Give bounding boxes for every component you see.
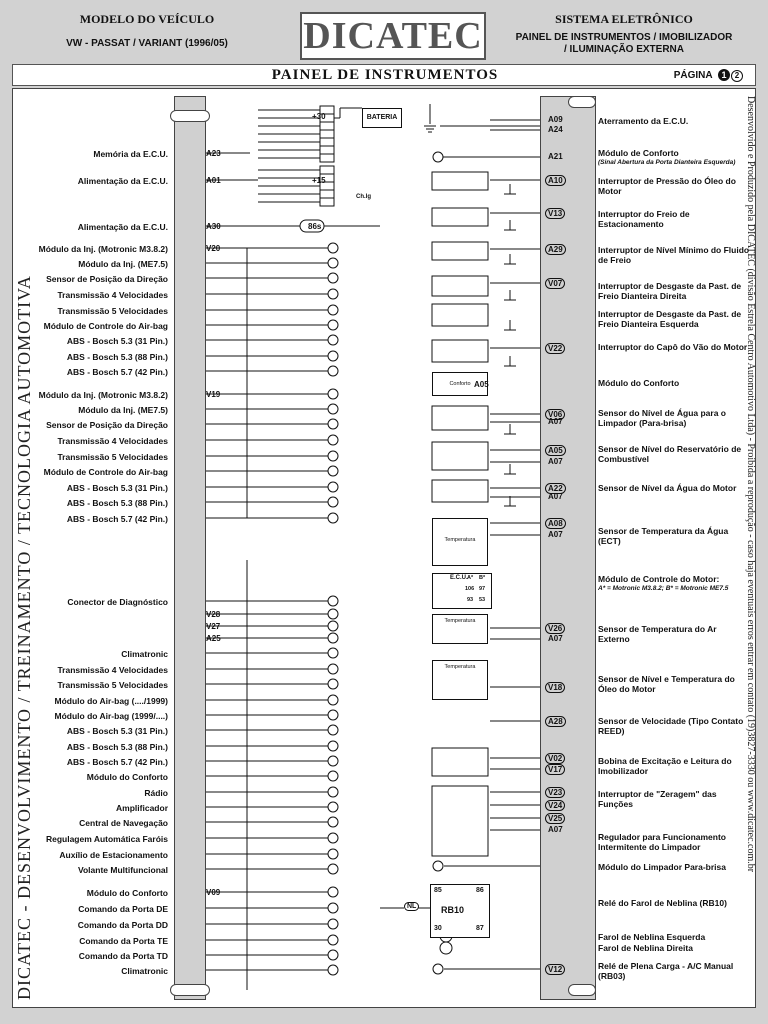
ecu-module-box <box>432 573 492 609</box>
right-label-text: Módulo do Limpador Para-brisa <box>598 862 726 872</box>
left-label: ABS - Bosch 5.3 (31 Pin.) <box>66 483 168 493</box>
left-label: Comando da Porta TD <box>78 951 168 961</box>
sensor-box <box>432 172 488 190</box>
fuse <box>320 130 334 138</box>
right-label <box>598 245 750 265</box>
right-label <box>598 674 750 694</box>
right-pin: A21 <box>548 152 563 161</box>
ar-temperatura-label: Temperatura <box>433 618 487 624</box>
right-label <box>598 281 750 301</box>
left-label: Transmissão 4 Velocidades <box>57 665 168 675</box>
plus30-label: +30 <box>312 112 326 121</box>
sensor-box <box>432 480 488 502</box>
module-a05-pin: A05 <box>474 380 489 389</box>
right-label-text: Relé de Plena Carga - A/C Manual (RB03) <box>598 961 734 981</box>
bus-terminal <box>328 741 338 751</box>
bus-terminal <box>328 935 338 945</box>
right-pin: A07 <box>548 825 563 834</box>
bus-terminal <box>328 802 338 812</box>
bus-terminal <box>328 965 338 975</box>
left-label: Módulo de Controle do Air-bag <box>43 467 168 477</box>
right-label <box>598 898 750 908</box>
right-label <box>598 832 750 852</box>
right-pin: V06 <box>545 409 565 420</box>
oleo-temperatura-label: Temperatura <box>433 664 487 670</box>
side-text-left: DICATEC - DESENVOLVIMENTO / TREINAMENTO / TECNOLOGIA AUTOMOTIVA <box>14 275 34 1000</box>
battery: BATERIA <box>362 108 402 128</box>
fuse <box>320 146 334 154</box>
left-label: Memória da E.C.U. <box>93 149 168 159</box>
left-label: Climatronic <box>121 966 168 976</box>
model-title: MODELO DO VEÍCULO <box>79 12 215 26</box>
relay-pin-86: 86 <box>476 887 484 894</box>
fuse <box>320 198 334 206</box>
left-pin: V28 <box>206 610 221 619</box>
right-label <box>598 716 750 736</box>
right-pin: V13 <box>545 208 565 219</box>
left-label: Módulo da Inj. (Motronic M3.8.2) <box>38 390 168 400</box>
ect-temperatura-label: Temperatura <box>433 537 487 543</box>
bus-terminal <box>328 366 338 376</box>
left-label: Módulo da Inj. (Motronic M3.8.2) <box>38 244 168 254</box>
system-title: SISTEMA ELETRÔNICO <box>555 12 693 26</box>
right-label <box>598 444 750 464</box>
ignition-key-label: Ch.Ig <box>356 194 371 200</box>
bus-terminal <box>328 771 338 781</box>
right-label <box>598 526 750 546</box>
bus-terminal <box>328 864 338 874</box>
bus-terminal <box>328 243 338 253</box>
right-pin: V07 <box>545 278 565 289</box>
left-pin: A25 <box>206 634 221 643</box>
left-label: Módulo do Conforto <box>86 772 168 782</box>
left-label: Módulo da Inj. (ME7.5) <box>78 259 168 269</box>
sensor-box <box>432 242 488 260</box>
page-current[interactable]: 1 <box>718 69 730 81</box>
right-label-note: A* = Motronic M3.8.2; B* = Motronic ME7.5 <box>598 585 729 592</box>
ecu-cell-53: 53 <box>479 597 486 603</box>
right-label-text: Farol de Neblina Esquerda <box>598 932 706 942</box>
model-name: VW - PASSAT / VARIANT (1996/05) <box>66 38 228 49</box>
left-pin: V20 <box>206 244 221 253</box>
left-label: Conector de Diagnóstico <box>67 597 168 607</box>
bus-terminal <box>328 950 338 960</box>
left-label: ABS - Bosch 5.7 (42 Pin.) <box>66 757 168 767</box>
bus-terminal <box>328 833 338 843</box>
right-pin: V12 <box>545 964 565 975</box>
right-pin: A07 <box>548 417 563 426</box>
left-label: ABS - Bosch 5.3 (31 Pin.) <box>66 336 168 346</box>
dicatec-logo: DICATEC <box>300 12 486 60</box>
relay-name: RB10 <box>441 905 465 915</box>
right-pin: A08 <box>545 518 566 529</box>
right-label-text: Sensor de Nível e Temperatura do Óleo do Motor <box>598 674 735 694</box>
bus-terminal <box>328 695 338 705</box>
ecu-cell-93: 93 <box>467 597 474 603</box>
right-label <box>598 342 750 352</box>
right-pin: V02 <box>545 753 565 764</box>
right-label <box>598 574 750 594</box>
left-label: ABS - Bosch 5.3 (88 Pin.) <box>66 742 168 752</box>
right-label <box>598 943 750 953</box>
bus-terminal <box>328 725 338 735</box>
right-label <box>598 176 750 196</box>
page-title: PAINEL DE INSTRUMENTOS <box>271 67 499 83</box>
left-label: Alimentação da E.C.U. <box>77 176 168 186</box>
right-label-text: Interruptor do Capô do Vão do Motor <box>598 342 748 352</box>
ecu-cell-a: A* <box>467 575 474 581</box>
side-text-right: Desenvolvido e Produzido pela DICATEC (divisão Estrela Centro Automotivo Ltda) - Proibida a reprodução - caso haja eventuais erros entrar em contato (19)3827-3330 ou www.dicatec.com.br <box>745 96 756 873</box>
left-label: Climatronic <box>121 649 168 659</box>
bus-terminal <box>328 756 338 766</box>
bus-terminal <box>328 351 338 361</box>
bus-terminal <box>328 404 338 414</box>
left-label: Transmissão 4 Velocidades <box>57 436 168 446</box>
bus-terminal <box>328 389 338 399</box>
right-label-note: (Sinal Abertura da Porta Dianteira Esquerda) <box>598 159 736 166</box>
bus-terminal <box>328 451 338 461</box>
bus-terminal <box>328 648 338 658</box>
sensor-box <box>432 304 488 326</box>
right-label-text: Bobina de Excitação e Leitura do Imobilizador <box>598 756 732 776</box>
right-label <box>598 148 750 168</box>
left-label: Sensor de Posição da Direção <box>46 274 168 284</box>
bus-terminal <box>328 335 338 345</box>
left-label: Comando da Porta DD <box>77 920 168 930</box>
bus-terminal <box>328 320 338 330</box>
left-label: ABS - Bosch 5.7 (42 Pin.) <box>66 367 168 377</box>
rb10-relay <box>430 884 490 938</box>
system-line-1: PAINEL DE INSTRUMENTOS / IMOBILIZADOR <box>515 32 733 43</box>
page-label: PÁGINA <box>673 70 713 81</box>
right-label-text: Aterramento da E.C.U. <box>598 116 689 126</box>
right-label-text: Módulo de Controle do Motor: <box>598 574 720 584</box>
left-label: Regulagem Automática Faróis <box>45 834 168 844</box>
fuse <box>320 138 334 146</box>
sensor-box <box>432 786 488 856</box>
ecu-cell-97: 97 <box>479 586 486 592</box>
left-label: ABS - Bosch 5.3 (88 Pin.) <box>66 352 168 362</box>
bus-terminal <box>328 609 338 619</box>
right-label <box>598 378 750 388</box>
left-label: Auxílio de Estacionamento <box>59 850 168 860</box>
bus-terminal <box>328 289 338 299</box>
bus-terminal <box>328 787 338 797</box>
fuse <box>320 122 334 130</box>
relay-pin-87: 87 <box>476 925 484 932</box>
bus-terminal <box>328 273 338 283</box>
left-label: Transmissão 4 Velocidades <box>57 290 168 300</box>
right-pin: A28 <box>545 716 566 727</box>
sensor-box <box>432 442 488 470</box>
relay-pin-85: 85 <box>434 887 442 894</box>
right-label <box>598 309 750 329</box>
left-label: Módulo do Conforto <box>86 888 168 898</box>
ecu-label: E.C.U. <box>450 575 468 581</box>
right-label-text: Sensor de Nível da Água do Motor <box>598 483 737 493</box>
bus-terminal <box>328 621 338 631</box>
fuse <box>320 166 334 174</box>
bus-terminal <box>328 887 338 897</box>
bus-terminal <box>328 513 338 523</box>
right-label <box>598 862 750 872</box>
right-pin: V22 <box>545 343 565 354</box>
conforto-terminal <box>433 152 443 162</box>
left-label: Transmissão 5 Velocidades <box>57 452 168 462</box>
right-label-text: Interruptor de "Zeragem" das Funções <box>598 789 717 809</box>
module-terminal <box>433 964 443 974</box>
right-pin: A07 <box>548 492 563 501</box>
left-label: ABS - Bosch 5.3 (31 Pin.) <box>66 726 168 736</box>
bus-terminal <box>328 817 338 827</box>
right-label <box>598 209 750 229</box>
right-pin: A24 <box>548 125 563 134</box>
right-label <box>598 408 750 428</box>
right-label-text: Sensor de Temperatura do Ar Externo <box>598 624 717 644</box>
ar-externo-sensor-box <box>432 614 488 644</box>
right-label <box>598 932 750 942</box>
bus-terminal <box>328 419 338 429</box>
right-label-text: Interruptor de Pressão do Óleo do Motor <box>598 176 736 196</box>
bus-terminal <box>328 679 338 689</box>
right-label-text: Módulo de Conforto <box>598 148 679 158</box>
fuse <box>320 190 334 198</box>
right-label <box>598 961 750 981</box>
left-pin: A23 <box>206 149 221 158</box>
sensor-box <box>432 406 488 430</box>
left-pin: V27 <box>206 622 221 631</box>
right-pin: A07 <box>548 530 563 539</box>
left-pin: V09 <box>206 888 221 897</box>
left-label: Módulo do Air-bag (..../1999) <box>54 696 168 706</box>
left-label: Transmissão 5 Velocidades <box>57 680 168 690</box>
bus-terminal <box>328 258 338 268</box>
right-pin: V17 <box>545 764 565 775</box>
ect-sensor-box <box>432 518 488 566</box>
oleo-sensor-box <box>432 660 488 700</box>
bus-terminal <box>328 664 338 674</box>
bus-terminal <box>328 849 338 859</box>
left-label: Módulo de Controle do Air-bag <box>43 321 168 331</box>
right-pin: V26 <box>545 623 565 634</box>
right-pin: A10 <box>545 175 566 186</box>
right-label-text: Interruptor de Nível Mínimo do Fluido de Freio <box>598 245 750 265</box>
bus-terminal <box>328 466 338 476</box>
sensor-box <box>432 748 488 776</box>
plus15-label: +15 <box>312 176 326 185</box>
right-label-text: Módulo do Conforto <box>598 378 680 388</box>
left-label: Módulo do Air-bag (1999/....) <box>54 711 168 721</box>
left-label: Transmissão 5 Velocidades <box>57 306 168 316</box>
left-label: Rádio <box>144 788 168 798</box>
bus-terminal <box>328 596 338 606</box>
right-label <box>598 116 750 126</box>
page-next[interactable]: 2 <box>731 70 743 82</box>
right-label <box>598 756 750 776</box>
left-pin: A01 <box>206 176 221 185</box>
right-pin: A05 <box>545 445 566 456</box>
sensor-box <box>432 276 488 296</box>
left-label: Amplificador <box>116 803 168 813</box>
conforto-module-label: Conforto <box>433 381 487 387</box>
left-pin: A30 <box>206 222 221 231</box>
ecu-cell-106: 106 <box>465 586 475 592</box>
left-label: Volante Multifuncional <box>77 865 168 875</box>
right-label <box>598 789 750 809</box>
left-label: ABS - Bosch 5.7 (42 Pin.) <box>66 514 168 524</box>
left-label: Comando da Porta DE <box>78 904 168 914</box>
nl-switch: NL <box>404 902 419 911</box>
module-terminal <box>433 861 443 871</box>
right-label-text: Interruptor de Desgaste da Past. de Freio Dianteira Direita <box>598 281 742 301</box>
right-label-text: Relé do Farol de Neblina (RB10) <box>598 898 727 908</box>
right-pin: V25 <box>545 813 565 824</box>
fuse <box>320 154 334 162</box>
bus-terminal <box>328 919 338 929</box>
right-label-text: Regulador para Funcionamento Intermitente do Limpador <box>598 832 726 852</box>
right-label-text: Sensor de Nível do Reservatório de Combustível <box>598 444 742 464</box>
right-label-text: Farol de Neblina Direita <box>598 943 693 953</box>
relay-pin-30: 30 <box>434 925 442 932</box>
left-label: Central de Navegação <box>79 818 168 828</box>
right-pin: A07 <box>548 457 563 466</box>
left-label: Módulo da Inj. (ME7.5) <box>78 405 168 415</box>
left-label: Sensor de Posição da Direção <box>46 420 168 430</box>
right-pin: V18 <box>545 682 565 693</box>
bus-terminal <box>328 482 338 492</box>
ecu-cell-b: B* <box>479 575 486 581</box>
system-line-2: / ILUMINAÇÃO EXTERNA <box>564 44 684 55</box>
bus-terminal <box>328 710 338 720</box>
fuse-86s-label: 86s <box>308 222 322 231</box>
right-label-text: Sensor de Velocidade (Tipo Contato REED) <box>598 716 744 736</box>
bus-terminal <box>328 633 338 643</box>
right-pin: A09 <box>548 115 563 124</box>
right-pin: A29 <box>545 244 566 255</box>
left-label: Alimentação da E.C.U. <box>77 222 168 232</box>
sensor-box <box>432 208 488 226</box>
left-label: Comando da Porta TE <box>79 936 168 946</box>
bus-terminal <box>328 435 338 445</box>
left-pin: V19 <box>206 390 221 399</box>
right-label-text: Interruptor de Desgaste da Past. de Freio Dianteira Esquerda <box>598 309 742 329</box>
left-label: ABS - Bosch 5.3 (88 Pin.) <box>66 498 168 508</box>
right-pin: A22 <box>545 483 566 494</box>
right-pin: A07 <box>548 634 563 643</box>
bus-terminal <box>328 497 338 507</box>
right-label-text: Sensor de Temperatura da Água (ECT) <box>598 526 729 546</box>
sensor-box <box>432 340 488 362</box>
right-pin: V23 <box>545 787 565 798</box>
bus-terminal <box>328 305 338 315</box>
right-label-text: Sensor do Nível de Água para o Limpador (Para-brisa) <box>598 408 727 428</box>
right-label <box>598 624 750 644</box>
right-label <box>598 483 750 493</box>
right-pin: V24 <box>545 800 565 811</box>
fog-lamp-right <box>440 942 452 954</box>
bus-terminal <box>328 903 338 913</box>
right-label-text: Interruptor do Freio de Estacionamento <box>598 209 690 229</box>
